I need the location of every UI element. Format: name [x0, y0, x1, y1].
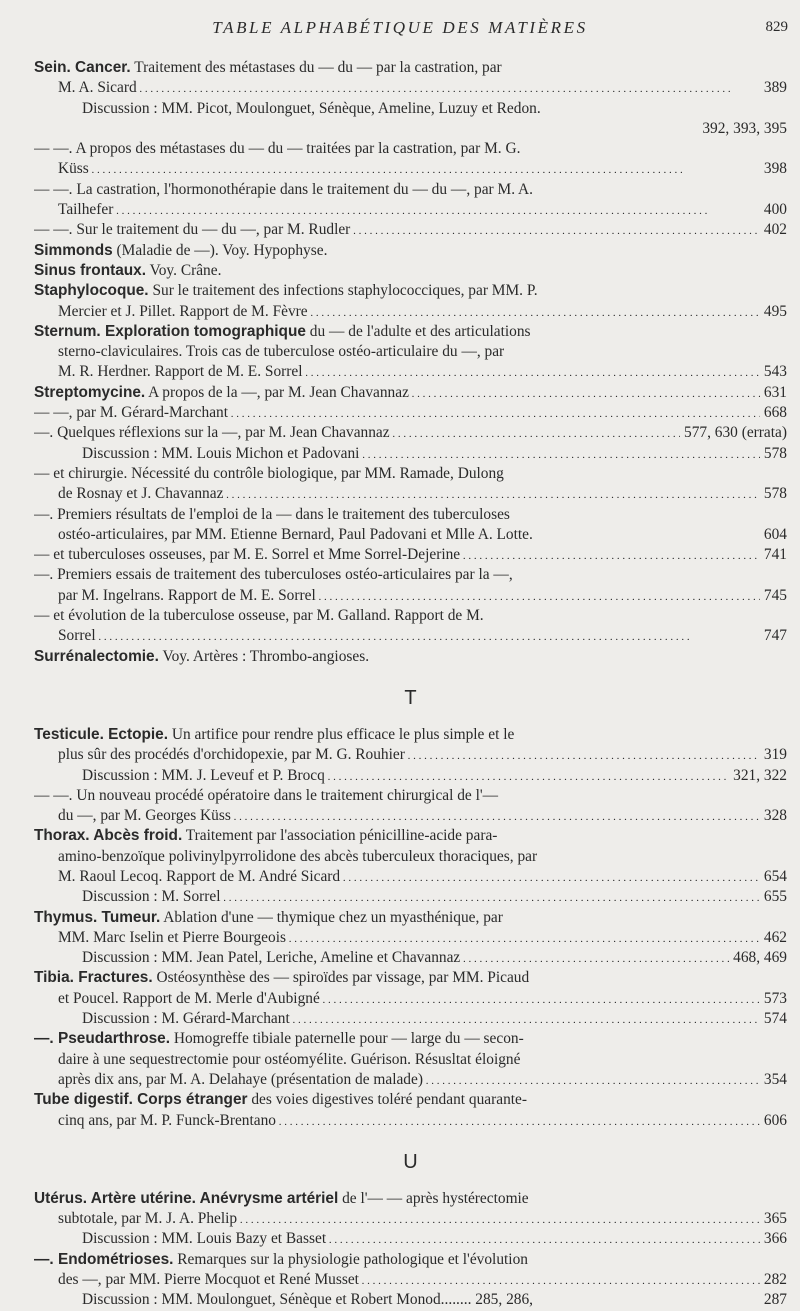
entry-page-ref: 747 [760, 626, 787, 646]
entry-line [34, 887, 787, 907]
index-entry [34, 545, 787, 565]
entry-text: du —, par M. Georges Küss [58, 807, 231, 825]
index-entry [34, 786, 787, 827]
index-entry [34, 1250, 787, 1311]
entry-text: — —. La castration, l'hormonothérapie dans le traitement du — du —, par M. A. [34, 180, 534, 198]
entry-text: Discussion : M. Sorrel [82, 888, 221, 906]
entry-line [34, 484, 787, 504]
index-entry [34, 606, 787, 647]
entry-line [34, 606, 787, 626]
entry-line [34, 78, 787, 98]
entry-line [34, 867, 787, 887]
entry-text: Ablation d'une — thymique chez un myasthénique, par [160, 908, 503, 926]
entry-text: A propos de la —, par M. Jean Chavannaz [145, 383, 409, 401]
entry-text: Traitement par l'association pénicilline-acide para- [182, 827, 498, 845]
index-entry [34, 423, 787, 464]
entry-line [34, 403, 787, 423]
entry-keyword: Tibia. Fractures. [34, 969, 153, 987]
entry-text: des voies digestives toléré pendant quarante- [247, 1091, 528, 1109]
entry-text: — —, par M. Gérard-Marchant [34, 404, 229, 422]
entry-page-ref: 354 [760, 1070, 787, 1090]
entry-line [34, 383, 787, 403]
entry-text: de l'— — après hystérectomie [338, 1189, 529, 1207]
entry-text: daire à une sequestrectomie pour ostéomyélite. Guérison. Résusltat éloigné [58, 1050, 521, 1068]
entry-keyword: —. Pseudarthrose. [34, 1030, 170, 1048]
entry-text: — et chirurgie. Nécessité du contrôle biologique, par MM. Ramade, Dulong [34, 464, 504, 482]
entry-page-ref: 366 [760, 1229, 787, 1249]
entry-page-ref: 468, 469 [729, 948, 787, 968]
entry-keyword: Thymus. Tumeur. [34, 908, 161, 926]
entry-line [34, 1050, 787, 1070]
entry-page-ref: 389 [760, 78, 787, 98]
entry-line [34, 826, 787, 846]
page-header [0, 18, 800, 46]
index-entry [34, 968, 787, 1029]
entry-line [34, 302, 787, 322]
entry-text: — —. Sur le traitement du — du —, par M. Rudler [34, 221, 351, 239]
entry-line [34, 444, 787, 464]
entry-line [34, 261, 787, 281]
entry-text: Remarques sur la physiologie pathologique et l'évolution [173, 1250, 528, 1268]
entry-page-ref: 462 [760, 928, 787, 948]
entry-keyword: Testicule. Ectopie. [34, 725, 168, 743]
index-entry [34, 322, 787, 383]
entry-line [34, 1229, 787, 1249]
entry-text: M. Raoul Lecoq. Rapport de M. André Sicard [58, 867, 341, 885]
entry-text: subtotale, par M. J. A. Phelip [58, 1210, 238, 1228]
index-body [34, 58, 787, 1311]
entry-text: —. Quelques réflexions sur la —, par M. Jean Chavannaz [34, 424, 390, 442]
entry-line [34, 948, 787, 968]
entry-line [34, 766, 787, 786]
entry-text: Discussion : MM. Louis Michon et Padovani [82, 444, 360, 462]
entry-line [34, 647, 787, 667]
entry-text: — et tuberculoses osseuses, par M. E. Sorrel et Mme Sorrel-Dejerine [34, 546, 461, 564]
entry-text: Sur le traitement des infections staphylococciques, par MM. P. [148, 282, 538, 300]
entry-text: et Poucel. Rapport de M. Merle d'Aubigné [58, 989, 320, 1007]
entry-line [34, 159, 787, 179]
entry-line [34, 119, 787, 139]
entry-text: ostéo-articulaires, par MM. Etienne Bernard, Paul Padovani et Mlle A. Lotte. [58, 525, 533, 543]
entry-line [34, 626, 787, 646]
index-entry [34, 1029, 787, 1090]
index-entry [34, 220, 787, 240]
entry-line [34, 1270, 787, 1290]
page-number: 829 [765, 19, 788, 35]
entry-text: MM. Marc Iselin et Pierre Bourgeois [58, 928, 286, 946]
entry-text: plus sûr des procédés d'orchidopexie, par M. G. Rouhier [58, 746, 405, 764]
entry-page-ref: 400 [760, 200, 787, 220]
entry-text: Discussion : MM. Jean Patel, Leriche, Ameline et Chavannaz [82, 949, 461, 967]
entry-keyword: Staphylocoque. [34, 282, 149, 300]
entry-page-ref: 321, 322 [729, 766, 787, 786]
entry-text: Discussion : MM. J. Leveuf et P. Brocq [82, 766, 325, 784]
entry-text: — —. A propos des métastases du — du — traitées par la castration, par M. G. [34, 140, 521, 158]
entry-text: Traitement des métastases du — du — par la castration, par [130, 59, 502, 76]
section-letter-u: U [403, 1150, 418, 1173]
index-entry [34, 403, 787, 423]
entry-line [34, 989, 787, 1009]
entry-line [34, 1111, 787, 1131]
entry-keyword: Sein. Cancer. [34, 59, 131, 76]
entry-keyword: Utérus. Artère utérine. Anévrysme artériel [34, 1189, 339, 1207]
entry-text: Ostéosynthèse des — spiroïdes par vissage, par MM. Picaud [152, 969, 530, 987]
entry-keyword: Thorax. Abcès froid. [34, 827, 183, 845]
entry-page-ref: 631 [760, 383, 787, 403]
entry-page-ref: 741 [760, 545, 787, 565]
entry-text: après dix ans, par M. A. Delahaye (présentation de malade) [58, 1070, 423, 1088]
entry-page-ref: 282 [760, 1270, 787, 1290]
entry-line [34, 1290, 787, 1310]
entry-line [34, 806, 787, 826]
entry-page-ref: 577, 630 (errata) [680, 423, 787, 443]
entry-line [34, 180, 787, 200]
index-entry [34, 241, 787, 261]
entry-text: Voy. Crâne. [146, 261, 222, 279]
entry-text: Un artifice pour rendre plus efficace le plus simple et le [168, 725, 515, 743]
index-entry [34, 505, 787, 546]
entry-line [34, 545, 787, 565]
entry-page-ref: 574 [760, 1009, 787, 1029]
entry-line [34, 505, 787, 525]
entry-keyword: Sternum. Exploration tomographique [34, 322, 306, 340]
entry-page-ref: 745 [760, 586, 787, 606]
entry-text: — —. Un nouveau procédé opératoire dans le traitement chirurgical de l'— [34, 786, 499, 804]
entry-text: Discussion : MM. Moulonguet, Sénèque et Robert Monod........ 285, 286, [82, 1291, 534, 1309]
index-entry [34, 261, 787, 281]
entry-line [34, 241, 787, 261]
entry-line [34, 786, 787, 806]
entry-page-ref: 655 [760, 887, 787, 907]
entry-text: amino-benzoïque polivinylpyrrolidone des abcès tuberculeux thoraciques, par [58, 847, 538, 865]
entry-text: (Maladie de —). Voy. Hypophyse. [112, 241, 328, 259]
entry-keyword: Tube digestif. Corps étranger [34, 1091, 248, 1109]
entry-text: de Rosnay et J. Chavannaz [58, 485, 224, 503]
entry-text: du — de l'adulte et des articulations [305, 322, 531, 340]
entry-keyword: —. Endométrioses. [34, 1250, 174, 1268]
entry-text: Voy. Artères : Thrombo-angioses. [158, 647, 370, 665]
entry-keyword: Sinus frontaux. [34, 261, 147, 279]
index-entry [34, 464, 787, 505]
entry-page-ref: 287 [760, 1290, 787, 1310]
entry-text: 392, 393, 395 [702, 119, 787, 137]
entry-text: Küss [58, 160, 89, 178]
entry-line [34, 847, 787, 867]
entry-text: Discussion : MM. Picot, Moulonguet, Sénèque, Ameline, Luzuy et Redon. [82, 99, 541, 117]
index-entry [34, 281, 787, 322]
entry-page-ref: 604 [760, 525, 787, 545]
entry-line [34, 968, 787, 988]
entry-page-ref: 543 [760, 362, 787, 382]
entry-page-ref: 606 [760, 1111, 787, 1131]
entry-line [34, 1070, 787, 1090]
index-entry [34, 1189, 787, 1250]
index-entry [34, 908, 787, 969]
entry-line [34, 362, 787, 382]
entry-page-ref: 654 [760, 867, 787, 887]
index-entry [34, 725, 787, 786]
entry-line [34, 342, 787, 362]
entry-page-ref: 578 [760, 484, 787, 504]
entry-line [34, 281, 787, 301]
entry-line [34, 1209, 787, 1229]
entry-line [34, 423, 787, 443]
entry-line [34, 322, 787, 342]
entry-keyword: Simmonds [34, 241, 113, 259]
entry-text: —. Premiers résultats de l'emploi de la — dans le traitement des tuberculoses [34, 505, 510, 523]
index-entry [34, 565, 787, 606]
entry-text: sterno-claviculaires. Trois cas de tuberculose ostéo-articulaire du —, par [58, 343, 505, 361]
entry-text: —. Premiers essais de traitement des tuberculoses ostéo-articulaires par la —, [34, 566, 513, 584]
entry-line [34, 745, 787, 765]
entry-line [34, 525, 787, 545]
entry-line [34, 586, 787, 606]
entry-line [34, 908, 787, 928]
entry-text: Tailhefer [58, 201, 114, 219]
entry-line [34, 200, 787, 220]
section-letter-t: T [404, 686, 417, 709]
entry-text: par M. Ingelrans. Rapport de M. E. Sorrel [58, 586, 316, 604]
entry-line [34, 220, 787, 240]
index-entry [34, 58, 787, 139]
index-entry [34, 383, 787, 403]
entry-page-ref: 328 [760, 806, 787, 826]
index-entry [34, 647, 787, 667]
entry-text: Homogreffe tibiale paternelle pour — large du — secon- [170, 1030, 524, 1048]
entry-line [34, 58, 787, 78]
index-entry [34, 826, 787, 907]
entry-line [34, 464, 787, 484]
entry-page-ref: 365 [760, 1209, 787, 1229]
entry-text: M. A. Sicard [58, 79, 137, 97]
entry-line [34, 1029, 787, 1049]
entry-page-ref: 578 [760, 444, 787, 464]
entry-text: Sorrel [58, 627, 96, 645]
entry-line [34, 1250, 787, 1270]
index-entry [34, 139, 787, 180]
entry-text: M. R. Herdner. Rapport de M. E. Sorrel [58, 363, 303, 381]
entry-page-ref: 495 [760, 302, 787, 322]
entry-text: Discussion : MM. Louis Bazy et Basset [82, 1230, 327, 1248]
entry-line [34, 1090, 787, 1110]
entry-line [34, 928, 787, 948]
entry-page-ref: 573 [760, 989, 787, 1009]
entry-line [34, 99, 787, 119]
entry-text: Mercier et J. Pillet. Rapport de M. Fèvre [58, 302, 308, 320]
index-entry [34, 180, 787, 221]
entry-line [34, 1009, 787, 1029]
entry-text: des —, par MM. Pierre Mocquot et René Musset [58, 1271, 359, 1289]
entry-text: — et évolution de la tuberculose osseuse, par M. Galland. Rapport de M. [34, 607, 484, 625]
entry-line [34, 565, 787, 585]
entry-line [34, 725, 787, 745]
entry-page-ref: 402 [760, 220, 787, 240]
index-entry [34, 1090, 787, 1131]
entry-line [34, 1189, 787, 1209]
running-title: TABLE ALPHABÉTIQUE DES MATIÈRES [212, 18, 588, 37]
entry-keyword: Surrénalectomie. [34, 647, 159, 665]
entry-line [34, 139, 787, 159]
entry-page-ref: 668 [760, 403, 787, 423]
entry-keyword: Streptomycine. [34, 383, 146, 401]
entry-text: cinq ans, par M. P. Funck-Brentano [58, 1111, 277, 1129]
entry-page-ref: 319 [760, 745, 787, 765]
entry-page-ref: 398 [760, 159, 787, 179]
entry-text: Discussion : M. Gérard-Marchant [82, 1010, 290, 1028]
